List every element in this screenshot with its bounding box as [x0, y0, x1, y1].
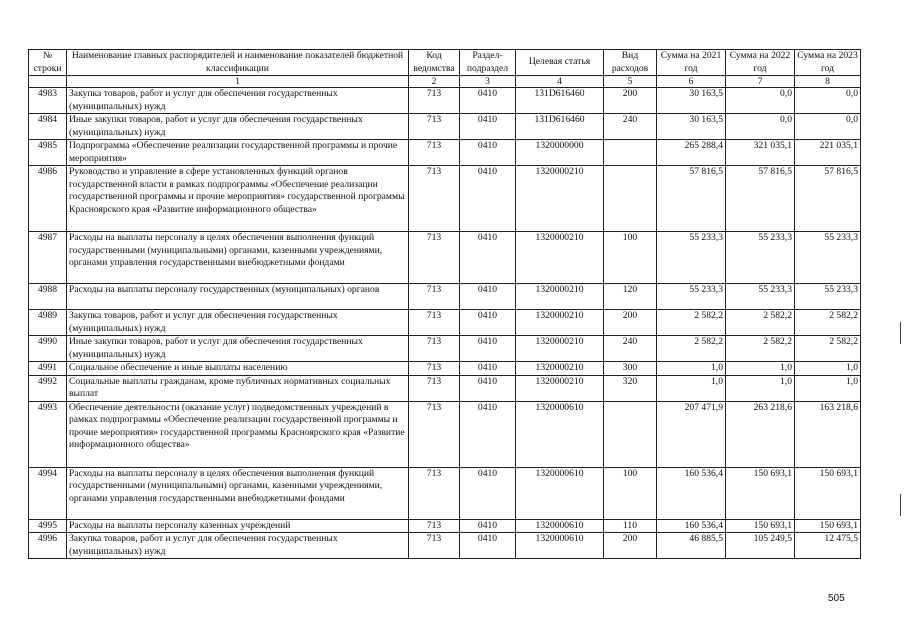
column-number: 5 [604, 76, 657, 88]
table-row [29, 362, 861, 376]
department-code: 713 [409, 533, 460, 559]
sum-2022: 55 233,3 [726, 284, 795, 310]
expense-type: 200 [604, 533, 657, 559]
target-item: 1320000610 [516, 401, 604, 467]
table-row [29, 88, 861, 114]
section-code: 0410 [460, 114, 516, 140]
table-row [29, 519, 861, 533]
sum-2021: 265 288,4 [657, 140, 726, 166]
page-number: 505 [828, 593, 845, 604]
sum-2023: 55 233,3 [795, 232, 861, 284]
sum-2023: 0,0 [795, 114, 861, 140]
column-number: 4 [516, 76, 604, 88]
sum-2021: 2 582,2 [657, 336, 726, 362]
target-item: 1320000210 [516, 336, 604, 362]
row-name: Закупка товаров, работ и услуг для обеспечения государственных (муниципальных) нужд [67, 533, 409, 559]
col-header-sum-2023: Сумма на 2023 год [795, 50, 861, 76]
row-name: Закупка товаров, работ и услуг для обеспечения государственных (муниципальных) нужд [67, 310, 409, 336]
sum-2021: 2 582,2 [657, 310, 726, 336]
target-item: 1320000210 [516, 362, 604, 376]
target-item: 1320000210 [516, 310, 604, 336]
expense-type: 200 [604, 88, 657, 114]
target-item: 1320000210 [516, 375, 604, 401]
sum-2022: 55 233,3 [726, 232, 795, 284]
section-code: 0410 [460, 375, 516, 401]
col-header-target-item: Целевая статья [516, 50, 604, 76]
sum-2023: 163 218,6 [795, 401, 861, 467]
sum-2022: 2 582,2 [726, 310, 795, 336]
section-code: 0410 [460, 232, 516, 284]
table-row [29, 140, 861, 166]
section-code: 0410 [460, 519, 516, 533]
target-item: 131D616460 [516, 114, 604, 140]
expense-type: 320 [604, 375, 657, 401]
sum-2021: 55 233,3 [657, 284, 726, 310]
table-row [29, 310, 861, 336]
department-code: 713 [409, 232, 460, 284]
sum-2022: 105 249,5 [726, 533, 795, 559]
column-number: 2 [409, 76, 460, 88]
sum-2023: 0,0 [795, 88, 861, 114]
sum-2023: 2 582,2 [795, 310, 861, 336]
department-code: 713 [409, 362, 460, 376]
header-row [29, 50, 861, 76]
sum-2022: 2 582,2 [726, 336, 795, 362]
sum-2021: 30 163,5 [657, 88, 726, 114]
sum-2023: 57 816,5 [795, 166, 861, 232]
sum-2021: 160 536,4 [657, 467, 726, 519]
row-number: 4983 [29, 88, 67, 114]
table-row [29, 375, 861, 401]
section-code: 0410 [460, 88, 516, 114]
expense-type [604, 166, 657, 232]
row-number: 4992 [29, 375, 67, 401]
sum-2021: 30 163,5 [657, 114, 726, 140]
sum-2021: 207 471,9 [657, 401, 726, 467]
sum-2022: 0,0 [726, 88, 795, 114]
row-number: 4988 [29, 284, 67, 310]
row-name: Социальные выплаты гражданам, кроме публичных нормативных социальных выплат [67, 375, 409, 401]
table-row [29, 401, 861, 467]
sum-2023: 150 693,1 [795, 519, 861, 533]
target-item: 131D616460 [516, 88, 604, 114]
sum-2023: 12 475,5 [795, 533, 861, 559]
target-item: 1320000610 [516, 467, 604, 519]
expense-type: 240 [604, 336, 657, 362]
department-code: 713 [409, 519, 460, 533]
column-number: 6 [657, 76, 726, 88]
column-number-row [29, 76, 861, 88]
section-code: 0410 [460, 166, 516, 232]
department-code: 713 [409, 140, 460, 166]
section-code: 0410 [460, 533, 516, 559]
expense-type: 240 [604, 114, 657, 140]
sum-2021: 55 233,3 [657, 232, 726, 284]
target-item: 1320000210 [516, 284, 604, 310]
expense-type: 200 [604, 310, 657, 336]
sum-2022: 321 035,1 [726, 140, 795, 166]
target-item: 1320000210 [516, 166, 604, 232]
table-row [29, 232, 861, 284]
col-header-section: Раздел-подраздел [460, 50, 516, 76]
department-code: 713 [409, 401, 460, 467]
department-code: 713 [409, 88, 460, 114]
sum-2021: 1,0 [657, 362, 726, 376]
target-item: 1320000610 [516, 519, 604, 533]
department-code: 713 [409, 336, 460, 362]
section-code: 0410 [460, 336, 516, 362]
table-row [29, 166, 861, 232]
col-header-department-code: Код ведомства [409, 50, 460, 76]
section-code: 0410 [460, 401, 516, 467]
table-row [29, 336, 861, 362]
expense-type: 110 [604, 519, 657, 533]
col-header-row-number: № строки [29, 50, 67, 76]
expense-type: 100 [604, 232, 657, 284]
sum-2022: 150 693,1 [726, 519, 795, 533]
row-number: 4986 [29, 166, 67, 232]
section-code: 0410 [460, 310, 516, 336]
row-number: 4996 [29, 533, 67, 559]
row-name: Иные закупки товаров, работ и услуг для обеспечения государственных (муниципальных) нужд [67, 336, 409, 362]
section-code: 0410 [460, 467, 516, 519]
row-number: 4995 [29, 519, 67, 533]
row-number: 4990 [29, 336, 67, 362]
table-body [29, 88, 861, 559]
scan-edge-mark [900, 494, 901, 516]
row-number: 4987 [29, 232, 67, 284]
department-code: 713 [409, 284, 460, 310]
column-number-blank [29, 76, 67, 88]
target-item: 1320000210 [516, 232, 604, 284]
row-name: Обеспечение деятельности (оказание услуг) подведомственных учреждений в рамках подпрограммы «Обеспечение реализации государственной программы и прочие мероприятия» государственной программы Красноярского края «Развитие информационного общества» [67, 401, 409, 467]
table-row [29, 467, 861, 519]
column-number: 1 [67, 76, 409, 88]
target-item: 1320000610 [516, 533, 604, 559]
table-row [29, 533, 861, 559]
row-name: Иные закупки товаров, работ и услуг для обеспечения государственных (муниципальных) нужд [67, 114, 409, 140]
sum-2022: 1,0 [726, 362, 795, 376]
table-row [29, 114, 861, 140]
column-number: 8 [795, 76, 861, 88]
target-item: 1320000000 [516, 140, 604, 166]
row-name: Закупка товаров, работ и услуг для обеспечения государственных (муниципальных) нужд [67, 88, 409, 114]
sum-2021: 46 885,5 [657, 533, 726, 559]
table-row [29, 284, 861, 310]
sum-2023: 1,0 [795, 362, 861, 376]
sum-2023: 221 035,1 [795, 140, 861, 166]
scan-edge-mark [900, 322, 901, 344]
section-code: 0410 [460, 362, 516, 376]
sum-2022: 57 816,5 [726, 166, 795, 232]
department-code: 713 [409, 166, 460, 232]
column-number: 7 [726, 76, 795, 88]
sum-2023: 2 582,2 [795, 336, 861, 362]
sum-2021: 160 536,4 [657, 519, 726, 533]
sum-2023: 1,0 [795, 375, 861, 401]
sum-2022: 150 693,1 [726, 467, 795, 519]
sum-2021: 1,0 [657, 375, 726, 401]
row-number: 4989 [29, 310, 67, 336]
row-name: Расходы на выплаты персоналу в целях обеспечения выполнения функций государственными (муниципальными) органами, казенными учреждениями, органами управления государственными внебюджетными фондами [67, 232, 409, 284]
row-name: Социальное обеспечение и иные выплаты населению [67, 362, 409, 376]
department-code: 713 [409, 114, 460, 140]
row-number: 4993 [29, 401, 67, 467]
department-code: 713 [409, 375, 460, 401]
col-header-expense-type: Вид расходов [604, 50, 657, 76]
row-name: Подпрограмма «Обеспечение реализации государственной программы и прочие мероприятия» [67, 140, 409, 166]
expense-type: 300 [604, 362, 657, 376]
row-number: 4991 [29, 362, 67, 376]
row-number: 4984 [29, 114, 67, 140]
department-code: 713 [409, 467, 460, 519]
expense-type: 120 [604, 284, 657, 310]
department-code: 713 [409, 310, 460, 336]
row-number: 4994 [29, 467, 67, 519]
row-name: Расходы на выплаты персоналу в целях обеспечения выполнения функций государственными (муниципальными) органами, казенными учреждениями, органами управления государственными внебюджетными фондами [67, 467, 409, 519]
col-header-sum-2021: Сумма на 2021 год [657, 50, 726, 76]
sum-2022: 0,0 [726, 114, 795, 140]
col-header-sum-2022: Сумма на 2022 год [726, 50, 795, 76]
expense-type [604, 140, 657, 166]
row-name: Расходы на выплаты персоналу государственных (муниципальных) органов [67, 284, 409, 310]
row-number: 4985 [29, 140, 67, 166]
col-header-name: Наименование главных распорядителей и наименование показателей бюджетной классификации [67, 50, 409, 76]
column-number: 3 [460, 76, 516, 88]
expense-type: 100 [604, 467, 657, 519]
section-code: 0410 [460, 140, 516, 166]
row-name: Руководство и управление в сфере установленных функций органов государственной власти в рамках подпрограммы «Обеспечение реализации государственной программы и прочие мероприятия» государственной программы Красноярского края «Развитие информационного общества» [67, 166, 409, 232]
expense-type [604, 401, 657, 467]
sum-2022: 263 218,6 [726, 401, 795, 467]
sum-2022: 1,0 [726, 375, 795, 401]
row-name: Расходы на выплаты персоналу казенных учреждений [67, 519, 409, 533]
budget-table [28, 49, 861, 559]
section-code: 0410 [460, 284, 516, 310]
sum-2023: 55 233,3 [795, 284, 861, 310]
sum-2023: 150 693,1 [795, 467, 861, 519]
sum-2021: 57 816,5 [657, 166, 726, 232]
